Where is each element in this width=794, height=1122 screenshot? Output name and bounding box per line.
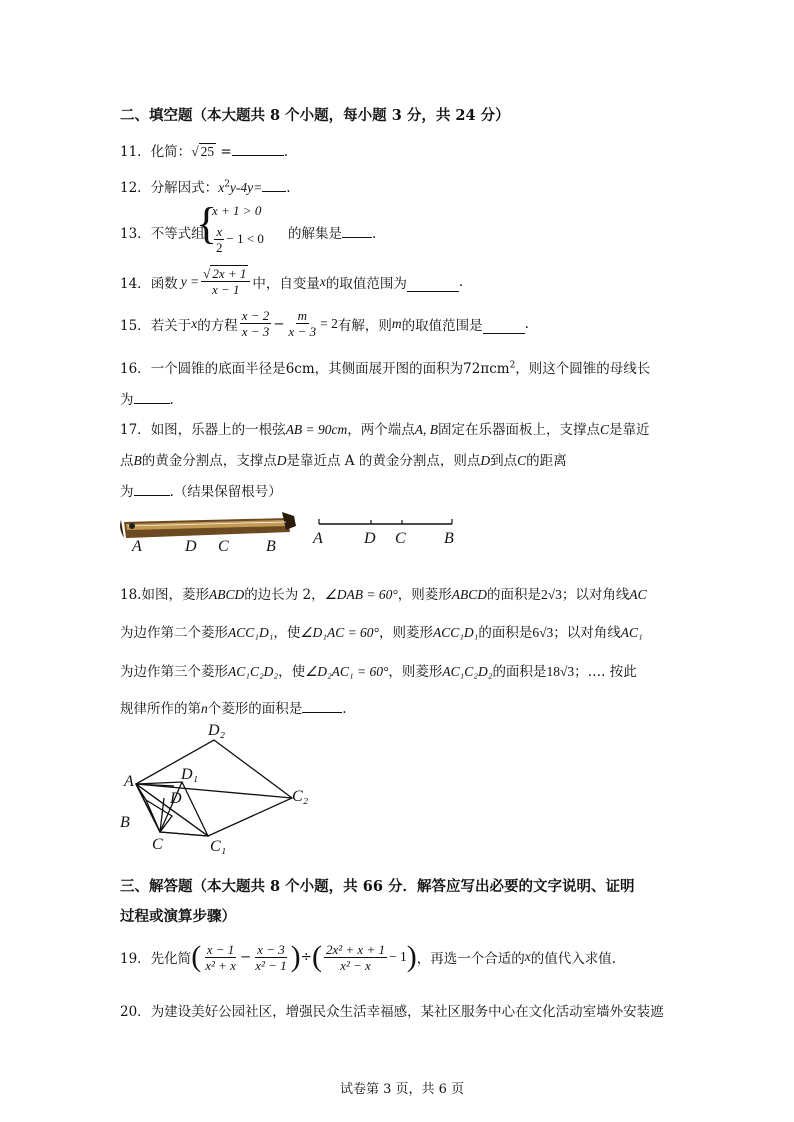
q19-rparen-2: ) bbox=[406, 940, 417, 973]
q13-line2-rest: − 1 < 0 bbox=[226, 231, 264, 246]
q16-l2: 为 bbox=[120, 392, 134, 408]
q17-seg-label-a: A bbox=[313, 530, 323, 547]
q20-text: 为建设美好公园社区，增强民众生活幸福感，某社区服务中心在文化活动室墙外安装遮 bbox=[150, 1004, 664, 1020]
q17-photo-label-c: C bbox=[218, 538, 229, 555]
q18-label-c2: C₂ bbox=[292, 788, 309, 805]
q14-text-a: 函数 bbox=[150, 275, 178, 292]
q12-end: . bbox=[286, 180, 291, 196]
q18-line1 bbox=[120, 583, 647, 603]
q18-l1b: 的边长为 2， bbox=[244, 587, 325, 603]
q18-l3a: 为边作第三个菱形 bbox=[120, 664, 228, 680]
q19-frac3 bbox=[324, 942, 387, 973]
q15-text-c: 有解，则 bbox=[337, 317, 392, 334]
q18-label-a: A bbox=[124, 773, 134, 790]
q14-number: 14． bbox=[120, 275, 151, 292]
q11-text: 化简： bbox=[150, 144, 192, 160]
q17-seg-label-b: B bbox=[444, 530, 454, 547]
q12-text: 分解因式： bbox=[150, 180, 219, 196]
q17-l1d: 是靠近 bbox=[609, 422, 650, 438]
q16-l1a: 一个圆锥的底面半径是 bbox=[150, 361, 286, 377]
section-3-title-line1: 三、解答题（本大题共 8 个小题，共 66 分．解答应写出必要的文字说明、证明 bbox=[120, 878, 635, 895]
q16-sup: 2 bbox=[509, 360, 516, 371]
q13-prefix bbox=[120, 222, 205, 242]
q18-l1c: ，则菱形 bbox=[397, 587, 452, 603]
section-2-title: 二、填空题（本大题共 8 个小题，每小题 3 分，共 24 分） bbox=[120, 107, 510, 124]
q17-l2a: 点 bbox=[120, 453, 134, 469]
question-15 bbox=[120, 308, 529, 339]
q11-end: . bbox=[283, 144, 289, 160]
q15-text-a: 若关于 bbox=[150, 317, 192, 334]
q18-ang3: ∠D₂AC₁ = 60° bbox=[305, 664, 389, 679]
q15-var: x bbox=[191, 315, 198, 331]
q19-text-a: 先化简 bbox=[150, 951, 192, 967]
q15-end: . bbox=[524, 315, 529, 332]
q13-brace: { bbox=[196, 199, 218, 248]
q14-text-b: 中，自变量 bbox=[252, 275, 320, 292]
q13-line1: x + 1 > 0 bbox=[212, 203, 262, 218]
q16-l1b: ，其侧面展开图的面积为 bbox=[314, 361, 464, 377]
q11-sqrt: √ 25 bbox=[191, 144, 215, 159]
q18-r3b: AC₁C₂D₂ bbox=[442, 664, 493, 679]
q12-expr: x bbox=[218, 180, 225, 195]
q12-sup: 2 bbox=[224, 179, 230, 190]
q11-eq: = bbox=[220, 144, 232, 160]
q13-answer-blank[interactable] bbox=[342, 225, 372, 238]
q18-r2: ACC₁D₁ bbox=[228, 625, 274, 640]
q18-a3: 18√3 bbox=[546, 664, 575, 679]
q18-l3c: ，则菱形 bbox=[388, 664, 443, 680]
q17-l1c: 固定在乐器面板上，支撑点 bbox=[438, 422, 601, 438]
q14-radicand: 2x + 1 bbox=[212, 266, 247, 281]
q19-lparen-1: ( bbox=[191, 940, 202, 973]
q14-answer-blank[interactable] bbox=[407, 279, 459, 292]
q15-text-d: 的取值范围是 bbox=[401, 317, 483, 334]
q17-number: 17． bbox=[120, 422, 151, 438]
q18-ac1: AC₁ bbox=[620, 625, 643, 640]
q13-number: 13． bbox=[120, 226, 151, 242]
q18-ang1: ∠DAB = 60° bbox=[324, 587, 398, 602]
q17-c2: C bbox=[517, 453, 527, 468]
q16-area: 72πcm bbox=[463, 361, 510, 377]
q15-number: 15． bbox=[120, 317, 151, 334]
q18-abcd2: ABCD bbox=[451, 587, 487, 602]
q19-number: 19． bbox=[120, 951, 151, 967]
q17-l2d: 到点 bbox=[490, 453, 518, 469]
q18-l3b: ，使 bbox=[278, 664, 306, 680]
q19-f2-num: x − 3 bbox=[257, 941, 285, 957]
q17-ab-eq: AB = 90cm bbox=[285, 422, 348, 437]
q14-y-eq: y = bbox=[180, 273, 200, 289]
q18-l1a: 如图，菱形 bbox=[141, 587, 209, 603]
q19-text-b: ，再选一个合适的 bbox=[416, 951, 525, 967]
q19-f1-den: x² + x bbox=[205, 957, 236, 973]
q15-eq2: = 2 bbox=[320, 315, 338, 331]
q17-ab: A, B bbox=[414, 422, 439, 437]
q18-l1d: 的面积是 bbox=[486, 587, 541, 603]
q17-answer-blank[interactable] bbox=[134, 483, 170, 496]
q18-line4 bbox=[120, 697, 347, 717]
q19-f2-den: x² − 1 bbox=[255, 957, 287, 973]
q15-minus: − bbox=[273, 315, 285, 332]
q17-d2: D bbox=[480, 453, 491, 468]
q19-frac2 bbox=[253, 942, 288, 973]
q17-photo-label-a: A bbox=[132, 538, 142, 555]
q18-ang2: ∠D₁AC = 60° bbox=[300, 625, 379, 640]
section-3-title-line2: 过程或演算步骤） bbox=[120, 908, 236, 925]
q18-l4b: 个菱形的面积是 bbox=[207, 701, 303, 717]
q18-l2a: 为边作第二个菱形 bbox=[120, 625, 228, 641]
q15-m: m bbox=[391, 315, 402, 331]
q18-label-c1: C₁ bbox=[210, 838, 227, 855]
q15-f1-num: x − 2 bbox=[241, 308, 270, 323]
rhombus-3 bbox=[136, 740, 292, 836]
q18-label-d2: D₂ bbox=[208, 722, 226, 739]
q18-label-d1: D₁ bbox=[181, 766, 199, 783]
q17-l2b: 的黄金分割点，支撑点 bbox=[141, 453, 277, 469]
page-footer: 试卷第 3 页，共 6 页 bbox=[340, 1082, 465, 1097]
q12-answer-blank[interactable] bbox=[262, 179, 286, 192]
q18-l3e: ；…. 按此 bbox=[574, 664, 637, 680]
q18-a2: 6√3 bbox=[532, 625, 554, 640]
q18-n: n bbox=[201, 701, 208, 716]
q18-line3 bbox=[120, 660, 637, 680]
q17-line1 bbox=[120, 418, 650, 438]
q18-l2d: 的面积是 bbox=[478, 625, 533, 641]
q17-l3a: 为 bbox=[120, 484, 134, 500]
question-14 bbox=[120, 266, 463, 297]
q16-end: . bbox=[169, 392, 174, 408]
q17-line3 bbox=[120, 480, 282, 500]
q18-l2c: ，则菱形 bbox=[378, 625, 433, 641]
q18-l4a: 规律所作的第 bbox=[120, 701, 201, 717]
q17-c: C bbox=[600, 422, 610, 437]
q19-frac1 bbox=[203, 942, 238, 973]
q19-minus1: − 1 bbox=[388, 949, 407, 964]
q14-fraction: $\frac{√ 2x + 1}{x - 1}$ bbox=[201, 266, 250, 297]
q18-label-c: C bbox=[152, 836, 163, 853]
q12-number: 12． bbox=[120, 180, 151, 196]
q17-d: D bbox=[276, 453, 287, 468]
q19-f3-num: 2x² + x + 1 bbox=[325, 941, 385, 957]
q14-den: x − 1 bbox=[211, 282, 240, 297]
q16-l1c: ，则这个圆锥的母线长 bbox=[515, 361, 651, 377]
question-19 bbox=[120, 940, 616, 974]
q17-l1a: 如图，乐器上的一根弦 bbox=[150, 422, 286, 438]
q15-text-b: 的方程 bbox=[197, 317, 238, 334]
q15-frac2 bbox=[287, 308, 319, 339]
q18-l1e: ；以对角线 bbox=[561, 587, 630, 603]
q19-rparen-1: ) bbox=[290, 940, 301, 973]
q17-b: B bbox=[133, 453, 142, 468]
q18-ac: AC bbox=[629, 587, 647, 602]
q13-line2 bbox=[212, 224, 264, 255]
q17-l1b: ，两个端点 bbox=[347, 422, 415, 438]
q18-label-d: D bbox=[170, 790, 182, 807]
q13-frac-den: 2 bbox=[216, 240, 223, 255]
q19-f3-den: x² − x bbox=[340, 957, 371, 973]
q14-var: x bbox=[319, 273, 326, 289]
q17-seg-label-c: C bbox=[395, 530, 406, 547]
q13-text: 不等式组 bbox=[150, 226, 205, 242]
q18-r2b: ACC₁D₁ bbox=[432, 625, 479, 640]
q18-a1: 2√3 bbox=[540, 587, 562, 602]
q14-end: . bbox=[458, 273, 464, 290]
q18-abcd: ABCD bbox=[208, 587, 245, 602]
q17-l2e: 的距离 bbox=[526, 453, 567, 469]
q14-text-c: 的取值范围为 bbox=[325, 275, 407, 292]
q13-after: 的解集是 bbox=[288, 226, 342, 242]
q19-text-c: 的值代入求值. bbox=[530, 951, 617, 967]
q16-line1 bbox=[120, 357, 650, 377]
q19-f1-num: x − 1 bbox=[206, 941, 235, 957]
q12-expr-b: y-4y= bbox=[229, 180, 263, 195]
q18-label-b: B bbox=[120, 814, 130, 831]
q15-f2-num: m bbox=[297, 308, 308, 323]
q16-answer-blank[interactable] bbox=[134, 391, 170, 404]
q18-l3d: 的面积是 bbox=[492, 664, 547, 680]
rhombus-1 bbox=[136, 784, 172, 832]
q11-number: 11． bbox=[120, 144, 151, 160]
q16-line2 bbox=[120, 388, 174, 408]
q17-line2 bbox=[120, 449, 567, 469]
question-11 bbox=[120, 140, 288, 160]
q18-number: 18. bbox=[120, 587, 142, 603]
q18-line2 bbox=[120, 621, 643, 641]
q15-f1-den: x − 3 bbox=[241, 324, 270, 339]
q18-r3: AC₁C₂D₂ bbox=[228, 664, 279, 679]
q13-suffix bbox=[288, 222, 376, 242]
q13-end: . bbox=[372, 226, 377, 242]
q19-lparen-2: ( bbox=[311, 940, 322, 973]
q18-l2b: ，使 bbox=[273, 625, 301, 641]
q15-frac1 bbox=[240, 308, 272, 339]
q16-number: 16． bbox=[120, 361, 151, 377]
q15-f2-den: x − 3 bbox=[288, 324, 317, 339]
q17-segment-diagram bbox=[316, 512, 458, 532]
q17-photo-label-b: B bbox=[266, 538, 276, 555]
q20-number: 20． bbox=[120, 1004, 151, 1020]
q17-seg-label-d: D bbox=[364, 530, 376, 547]
q16-r: 6cm bbox=[285, 361, 315, 377]
q13-frac-num: x bbox=[216, 224, 223, 239]
q15-answer-blank[interactable] bbox=[483, 321, 525, 334]
q17-l3b: .（结果保留根号） bbox=[169, 484, 282, 500]
q17-photo-label-d: D bbox=[185, 538, 197, 555]
q19-minus: − bbox=[239, 949, 252, 965]
question-12 bbox=[120, 176, 291, 196]
q18-answer-blank[interactable] bbox=[302, 700, 342, 713]
question-20 bbox=[120, 1000, 664, 1020]
q11-answer-blank[interactable] bbox=[232, 143, 284, 156]
q19-div: ÷ bbox=[300, 949, 312, 965]
q18-end: . bbox=[342, 701, 347, 717]
q18-l2e: ；以对角线 bbox=[553, 625, 621, 641]
q19-var: x bbox=[524, 949, 531, 964]
q17-l2c: 是靠近点 A 的黄金分割点，则点 bbox=[286, 453, 481, 469]
